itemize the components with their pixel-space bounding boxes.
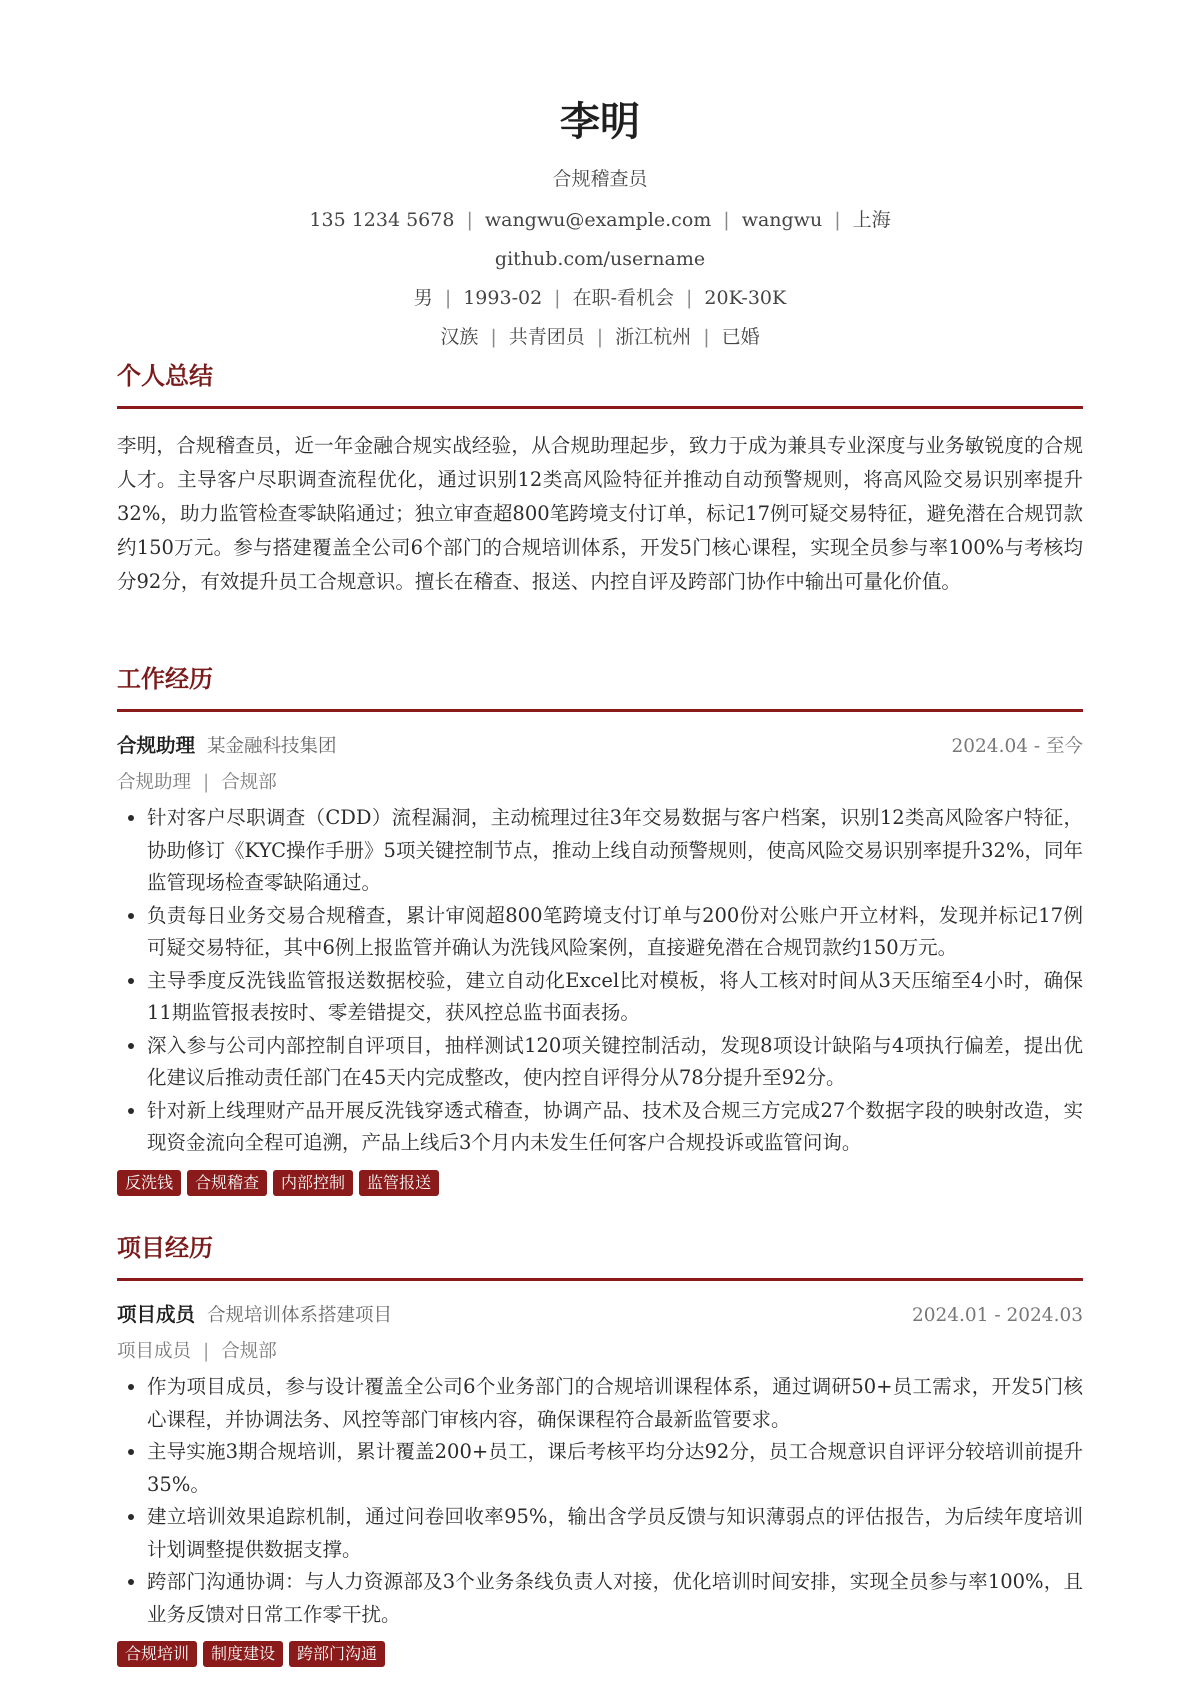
separator: | — [596, 326, 604, 348]
candidate-name: 李明 — [560, 98, 640, 145]
summary-text: 李明，合规稽查员，近一年金融合规实战经验，从合规助理起步，致力于成为兼具专业深度与业务敏锐度的合规人才。主导客户尽职调查流程优化，通过识别12类高风险特征并推动自动预警规则，将高风险交易识别率提升32%，助力监管检查零缺陷通过；独立审查超800笔跨境支付订单，标记17例可疑交易特征，避免潜在合规罚款约150万元。参与搭建覆盖全公司6个部门的合规培训体系，开发5门核心课程，实现全员参与率100%与考核均分92分，有效提升员工合规意识。擅长在稽查、报送、内控自评及跨部门协作中输出可量化价值。 — [117, 434, 1083, 593]
section-title: 工作经历 — [117, 664, 213, 693]
phone-number: 135 1234 5678 — [309, 209, 455, 231]
work-section — [117, 663, 1083, 1196]
skill-tag: 内部控制 — [273, 1170, 353, 1196]
entry-heading — [117, 730, 337, 758]
section-divider — [117, 1278, 1083, 1281]
separator: | — [723, 209, 730, 231]
website-line — [117, 246, 1083, 272]
list-item: • 针对新上线理财产品开展反洗钱穿透式稽查，协调产品、技术及合规三方完成27个数据字段的映射改造，实现资金流向全程可追溯，产品上线后3个月内未发生任何客户合规投诉或监管问询。 — [147, 1095, 1083, 1160]
marital-status: 已婚 — [721, 326, 760, 348]
separator: | — [703, 326, 710, 348]
entry-date: 2024.04 - 至今 — [951, 736, 1083, 757]
skill-tag: 制度建设 — [203, 1641, 283, 1667]
hometown: 浙江杭州 — [615, 326, 692, 348]
tag-list — [117, 1170, 1083, 1196]
separator: | — [444, 287, 452, 309]
section-title: 项目经历 — [117, 1233, 213, 1262]
list-item: • 深入参与公司内部控制自评项目，抽样测试120项关键控制活动，发现8项设计缺陷与4项执行偏差，提出优化建议后推动责任部门在45天内完成整改，使内控自评得分从78分提升至92分。 — [147, 1030, 1083, 1095]
gender: 男 — [413, 287, 433, 309]
list-item: • 作为项目成员，参与设计覆盖全公司6个业务部门的合规培训课程体系，通过调研50+员工需求，开发5门核心课程，并协调法务、风控等部门审核内容，确保课程符合最新监管要求。 — [147, 1371, 1083, 1436]
resume-header — [117, 0, 1083, 350]
skill-tag: 反洗钱 — [117, 1170, 181, 1196]
skill-tag: 合规培训 — [117, 1641, 197, 1667]
tag-list — [117, 1641, 1083, 1667]
separator: | — [686, 287, 693, 309]
entry-header — [117, 1299, 1083, 1327]
political-status: 共青团员 — [508, 326, 585, 348]
entry-subtitle — [117, 1339, 1083, 1365]
background-line — [117, 324, 1083, 350]
job-status: 在职-看机会 — [572, 287, 674, 309]
section-divider — [117, 406, 1083, 409]
expected-salary: 20K-30K — [704, 287, 787, 309]
personal-line — [117, 285, 1083, 311]
separator: | — [203, 1341, 210, 1362]
bullet-list — [117, 1371, 1083, 1631]
entry-header — [117, 730, 1083, 758]
entry-date: 2024.01 - 2024.03 — [911, 1305, 1083, 1326]
wechat-id: wangwu — [741, 209, 823, 231]
separator: | — [834, 209, 841, 231]
project-role: 项目成员 — [117, 1303, 196, 1326]
separator: | — [203, 772, 210, 793]
skill-tag: 合规稽查 — [187, 1170, 267, 1196]
list-item: • 跨部门沟通协调：与人力资源部及3个业务条线负责人对接，优化培训时间安排，实现全员参与率100%，且业务反馈对日常工作零干扰。 — [147, 1566, 1083, 1631]
job-title: 合规助理 — [117, 772, 192, 793]
candidate-role: 合规稽查员 — [552, 168, 648, 190]
section-divider — [117, 709, 1083, 712]
separator: | — [466, 209, 473, 231]
bullet-list — [117, 802, 1083, 1160]
section-title: 个人总结 — [117, 361, 213, 390]
entry-subtitle — [117, 770, 1083, 796]
birth-date: 1993-02 — [463, 287, 543, 309]
list-item: • 主导季度反洗钱监管报送数据校验，建立自动化Excel比对模板，将人工核对时间从3天压缩至4小时，确保11期监管报表按时、零差错提交，获风控总监书面表扬。 — [147, 965, 1083, 1030]
entry-heading — [117, 1299, 392, 1327]
ethnicity: 汉族 — [440, 326, 479, 348]
list-item: • 建立培训效果追踪机制，通过问卷回收率95%，输出含学员反馈与知识薄弱点的评估报告，为后续年度培训计划调整提供数据支撑。 — [147, 1501, 1083, 1566]
contact-line — [117, 207, 1083, 233]
job-position: 合规助理 — [117, 734, 196, 757]
company-name: 某金融科技集团 — [207, 736, 337, 757]
list-item: • 主导实施3期合规培训，累计覆盖200+员工，课后考核平均分达92分，员工合规意识自评评分较培训前提升35%。 — [147, 1436, 1083, 1501]
separator: | — [490, 326, 497, 348]
department: 合规部 — [221, 772, 277, 793]
department: 合规部 — [221, 1341, 277, 1362]
summary-section — [117, 360, 1083, 599]
location: 上海 — [852, 209, 891, 231]
list-item: • 负责每日业务交易合规稽查，累计审阅超800笔跨境支付订单与200份对公账户开立材料，发现并标记17例可疑交易特征，其中6例上报监管并确认为洗钱风险案例，直接避免潜在合规罚款约150万元。 — [147, 900, 1083, 965]
skill-tag: 监管报送 — [359, 1170, 439, 1196]
project-section — [117, 1232, 1083, 1667]
list-item: • 针对客户尽职调查（CDD）流程漏洞，主动梳理过往3年交易数据与客户档案，识别12类高风险客户特征，协助修订《KYC操作手册》5项关键控制节点，推动上线自动预警规则，使高风险交易识别率提升32%，同年监管现场检查零缺陷通过。 — [147, 802, 1083, 900]
github-link[interactable]: github.com/username — [494, 248, 706, 270]
skill-tag: 跨部门沟通 — [289, 1641, 385, 1667]
separator: | — [554, 287, 561, 309]
email-link[interactable]: wangwu@example.com — [484, 209, 712, 231]
project-name: 合规培训体系搭建项目 — [207, 1305, 393, 1326]
project-role-label: 项目成员 — [117, 1341, 192, 1362]
